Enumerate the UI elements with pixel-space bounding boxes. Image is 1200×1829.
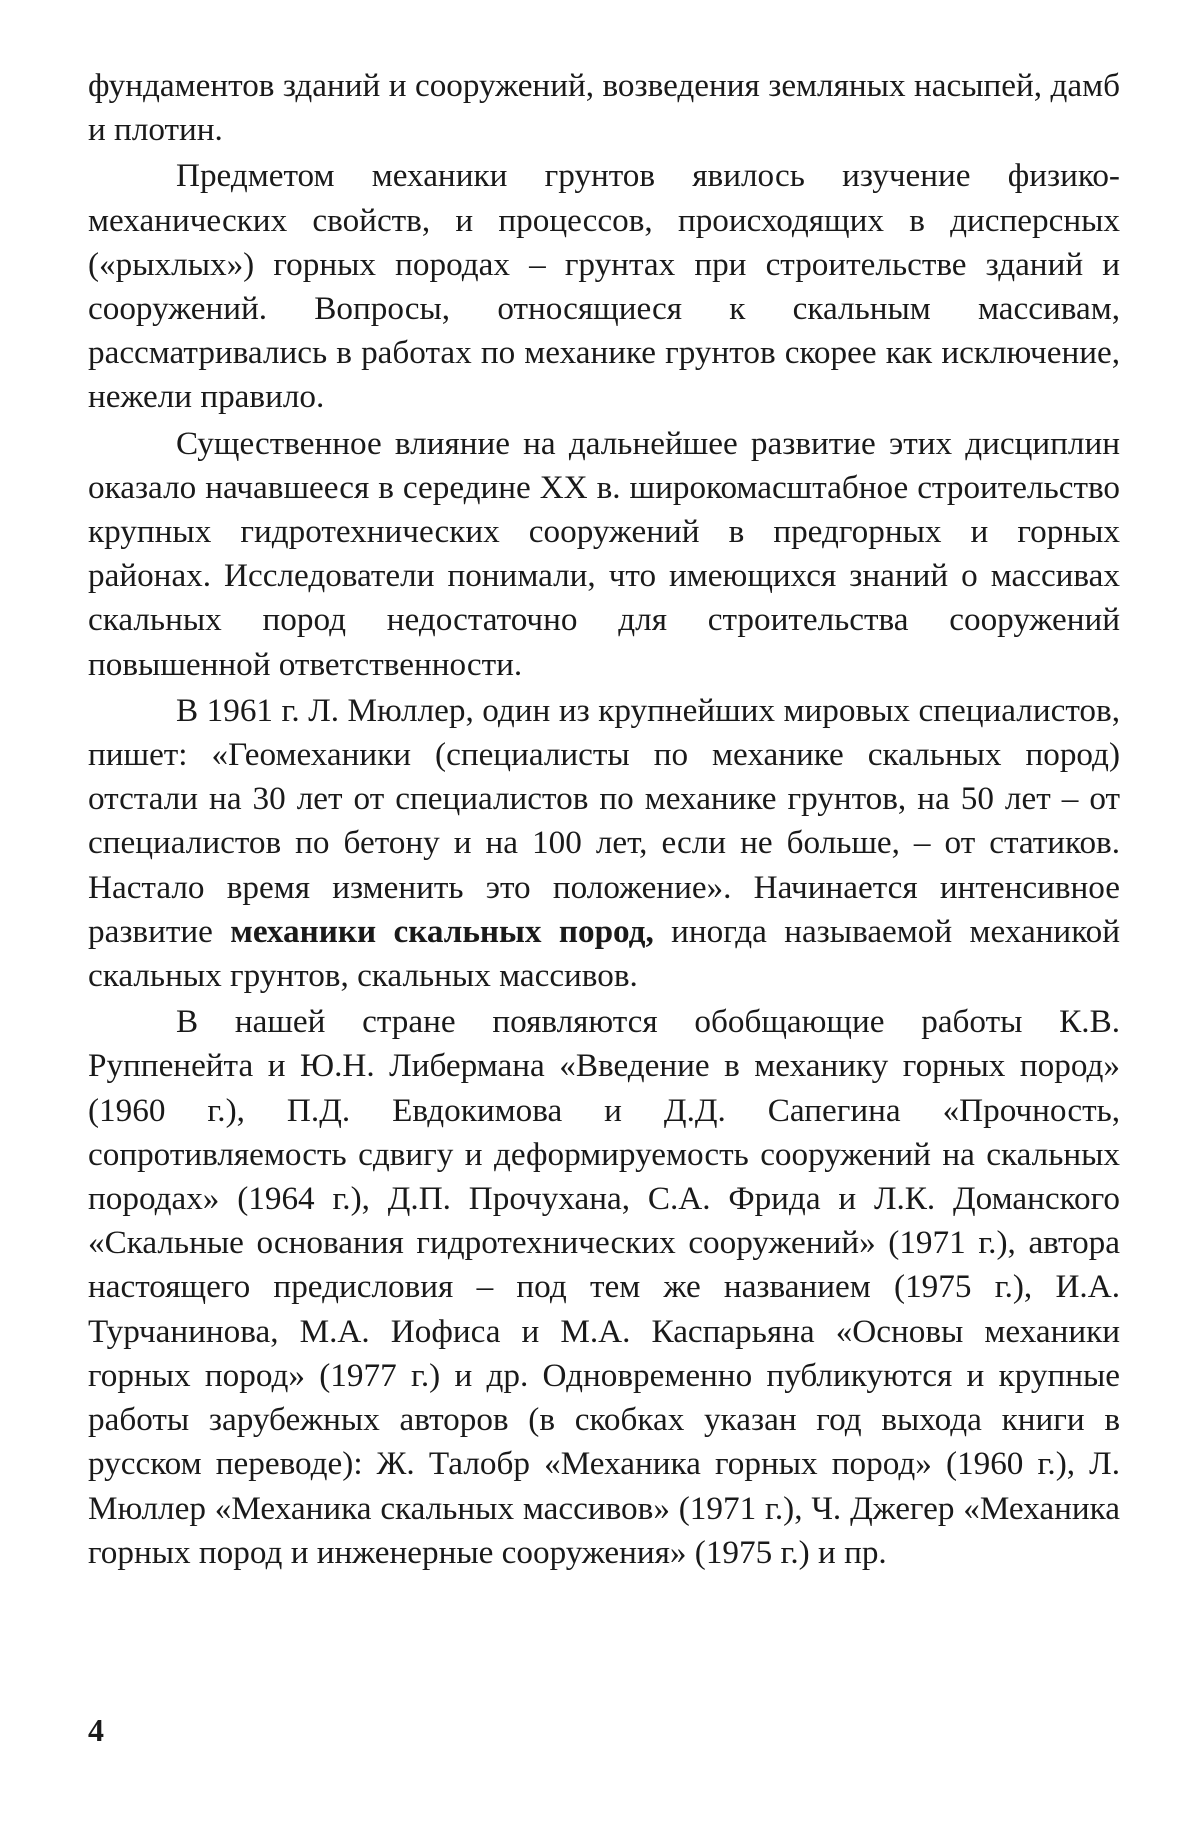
paragraph-text: Предметом механики грунтов явилось изучение физико-механических свойств, и процессов, происходящих в дисперсных («рыхлых») горных породах – грунтах при строительстве зданий и сооружений. Вопросы, относящиеся к скальным массивам, рассматривались в работах по механике грунтов скорее как исключение, нежели правило.	[88, 157, 1120, 416]
paragraph-text: В 1961 г. Л. Мюллер, один из крупнейших мировых специалистов, пишет: «Геомеханики (специалисты по механике скальных пород) отстали на 30 лет от специалистов по механике грунтов, на 50 лет – от специалистов по бетону и на 100 лет, если не больше, – от статиков. Настало время изменить это положение». Начинается интенсивное развитие	[88, 691, 1120, 950]
paragraph-muller-quote	[88, 689, 1120, 998]
paragraph-text: Существенное влияние на дальнейшее развитие этих дисциплин оказало начавшееся в середине XX в. широкомасштабное строительство крупных гидротехнических сооружений в предгорных и горных районах. Исследователи понимали, что имеющихся знаний о массивах скальных пород недостаточно для строительства сооружений повышенной ответственности.	[88, 424, 1120, 683]
paragraph-text: иногда называемой механикой скальных грунтов, скальных массивов.	[88, 912, 1120, 995]
paragraph-text: В нашей стране появляются обобщающие работы К.В. Руппенейта и Ю.Н. Либермана «Введение в механику горных пород» (1960 г.), П.Д. Евдокимова и Д.Д. Сапегина «Прочность, сопротивляемость сдвигу и деформируемость сооружений на скальных породах» (1964 г.), Д.П. Прочухана, С.А. Фрида и Л.К. Доманского «Скальные основания гидротехнических сооружений» (1971 г.), автора настоящего предисловия – под тем же названием (1975 г.), И.А. Турчанинова, М.А. Иофиса и М.А. Каспарьяна «Основы механики горных пород» (1977 г.) и др. Одновременно публикуются и крупные работы зарубежных авторов (в скобках указан год выхода книги в русском переводе): Ж. Талобр «Механика горных пород» (1960 г.), Л. Мюллер «Механика скальных массивов» (1971 г.), Ч. Джегер «Механика горных пород и инженерные сооружения» (1975 г.) и пр.	[88, 1003, 1120, 1571]
bold-term-rock-mechanics: механики скальных пород,	[230, 912, 654, 950]
page-number: 4	[88, 1712, 104, 1748]
paragraph-soil-mechanics-subject	[88, 154, 1120, 419]
paragraph-text: фундаментов зданий и сооружений, возведения земляных насыпей, дамб и плотин.	[88, 67, 1120, 149]
paragraph-influence	[88, 422, 1120, 687]
page-body	[88, 64, 1120, 1575]
paragraph-continuation	[88, 64, 1120, 152]
paragraph-publications	[88, 1000, 1120, 1575]
